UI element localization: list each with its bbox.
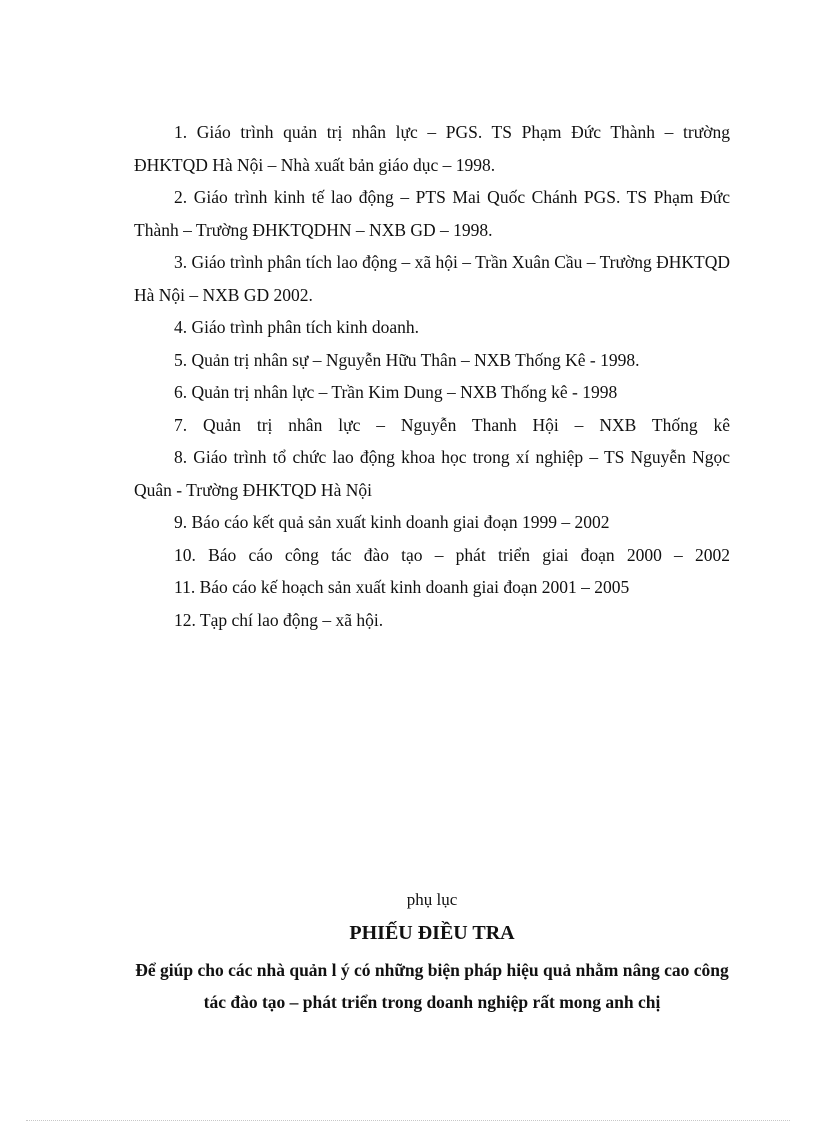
survey-title: PHIẾU ĐIỀU TRA	[349, 922, 515, 944]
reference-item-7: 7. Quản trị nhân lực – Nguyễn Thanh Hội – NXB Thống kê	[174, 414, 730, 435]
reference-item-3: 3. Giáo trình phân tích lao động – xã hội – Trần Xuân Cầu – Trường ĐHKTQD Hà Nội – NXB GD 2002.	[134, 252, 730, 305]
page-bottom-divider	[26, 1120, 790, 1121]
reference-item-2: 2. Giáo trình kinh tế lao động – PTS Mai Quốc Chánh PGS. TS Phạm Đức Thành – Trường ĐHKTQDHN – NXB GD – 1998.	[134, 187, 730, 240]
reference-item-1: 1. Giáo trình quản trị nhân lực – PGS. TS Phạm Đức Thành – trường ĐHKTQD Hà Nội – Nhà xuất bản giáo dục – 1998.	[134, 122, 730, 175]
reference-item-4: 4. Giáo trình phân tích kinh doanh.	[174, 317, 419, 337]
survey-intro: Để giúp cho các nhà quản l ý có những biện pháp hiệu quả nhằm nâng cao công tác đào tạo – phát triển trong doanh nghiệp rất mong anh chị	[135, 960, 729, 1012]
reference-item-11: 11. Báo cáo kế hoạch sản xuất kinh doanh giai đoạn 2001 – 2005	[174, 577, 630, 597]
reference-list	[134, 116, 730, 636]
appendix-label: phụ lục	[406, 890, 458, 909]
appendix-section	[134, 884, 730, 1018]
reference-item-10: 10. Báo cáo công tác đào tạo – phát triển giai đoạn 2000 – 2002	[174, 544, 730, 565]
reference-item-5: 5. Quản trị nhân sự – Nguyễn Hữu Thân – NXB Thống Kê - 1998.	[174, 349, 640, 370]
reference-item-8: 8. Giáo trình tổ chức lao động khoa học trong xí nghiệp – TS Nguyễn Ngọc Quân - Trường ĐHKTQD Hà Nội	[134, 447, 730, 500]
reference-item-6: 6. Quản trị nhân lực – Trần Kim Dung – NXB Thống kê - 1998	[174, 382, 618, 402]
reference-item-9: 9. Báo cáo kết quả sản xuất kinh doanh giai đoạn 1999 – 2002	[174, 512, 610, 532]
reference-item-12: 12. Tạp chí lao động – xã hội.	[174, 609, 384, 630]
